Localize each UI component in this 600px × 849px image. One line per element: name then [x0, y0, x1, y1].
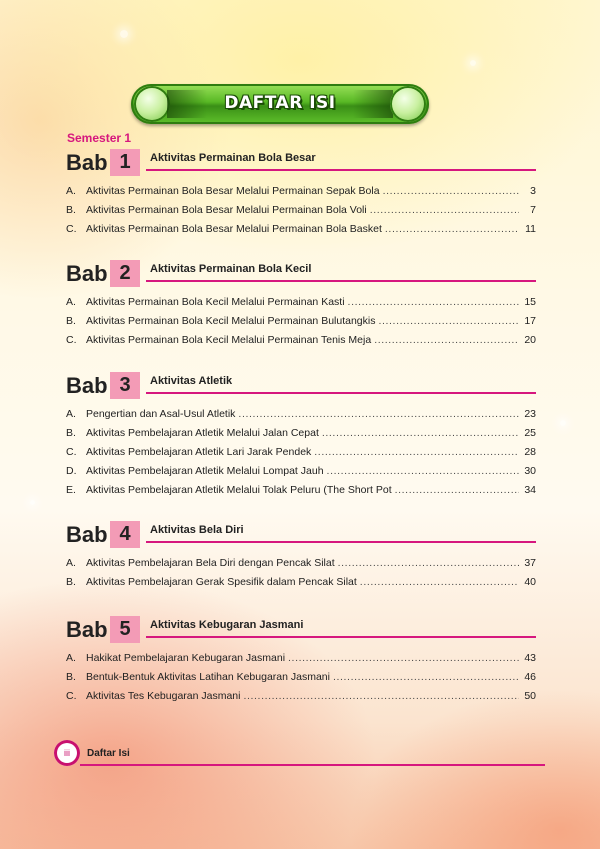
- entry-title: Aktivitas Pembelajaran Atletik Melalui Tolak Peluru (The Short Pot: [86, 484, 392, 496]
- entry-letter: C.: [66, 690, 77, 702]
- entry-title: Aktivitas Permainan Bola Kecil Melalui Permainan Tenis Meja: [86, 334, 372, 346]
- chapter-entries: [66, 554, 536, 592]
- sparkle-decoration: [30, 500, 35, 505]
- entry-title: Aktivitas Pembelajaran Bela Diri dengan Pencak Silat: [86, 557, 335, 569]
- entry-page-number: 46: [524, 671, 536, 683]
- dot-leader: [314, 443, 519, 462]
- entry-title: Pengertian dan Asal-Usul Atletik: [86, 408, 236, 420]
- sparkle-decoration: [470, 60, 476, 66]
- entry-title: Aktivitas Tes Kebugaran Jasmani: [86, 690, 241, 702]
- dot-leader: [370, 201, 519, 220]
- chapter-bab-label: Bab: [66, 617, 108, 642]
- footer-label: Daftar Isi: [87, 748, 130, 759]
- toc-entry[interactable]: [66, 687, 536, 706]
- entry-title: Hakikat Pembelajaran Kebugaran Jasmani: [86, 652, 286, 664]
- toc-entry[interactable]: [66, 462, 536, 481]
- dot-leader: [327, 462, 519, 481]
- title-banner: [131, 84, 429, 124]
- entry-page-number: 7: [530, 204, 536, 216]
- entry-letter: B.: [66, 427, 76, 439]
- page-title: DAFTAR ISI: [224, 93, 336, 113]
- toc-entry[interactable]: [66, 554, 536, 573]
- toc-entry[interactable]: [66, 424, 536, 443]
- entry-title: Aktivitas Pembelajaran Atletik Melalui Lompat Jauh: [86, 465, 324, 477]
- dot-leader: [385, 220, 519, 239]
- entry-letter: A.: [66, 557, 76, 569]
- chapter-title: Aktivitas Bela Diri: [150, 524, 244, 536]
- entry-page-number: 15: [524, 296, 536, 308]
- entry-title: Aktivitas Permainan Bola Kecil Melalui Permainan Bulutangkis: [86, 315, 376, 327]
- toc-entry[interactable]: [66, 201, 536, 220]
- chapter-section: [66, 522, 536, 592]
- entry-letter: D.: [66, 465, 77, 477]
- dot-leader: [395, 481, 519, 500]
- entry-page-number: 23: [524, 408, 536, 420]
- toc-entry[interactable]: [66, 182, 536, 201]
- entry-page-number: 34: [524, 484, 536, 496]
- page-number-badge: iii: [54, 740, 80, 766]
- sparkle-decoration: [120, 30, 128, 38]
- chapter-heading: [66, 150, 536, 180]
- dot-leader: [383, 182, 519, 201]
- entry-page-number: 17: [524, 315, 536, 327]
- chapter-number: 3: [110, 372, 140, 399]
- entry-page-number: 11: [525, 223, 536, 235]
- chapter-bab-label: Bab: [66, 261, 108, 286]
- entry-page-number: 43: [524, 652, 536, 664]
- entry-title: Aktivitas Pembelajaran Atletik Melalui Jalan Cepat: [86, 427, 319, 439]
- entry-page-number: 28: [524, 446, 536, 458]
- entry-page-number: 30: [524, 465, 536, 477]
- chapter-number: 2: [110, 260, 140, 287]
- chapter-number: 5: [110, 616, 140, 643]
- chapter-bab-label: Bab: [66, 522, 108, 547]
- toc-entry[interactable]: [66, 312, 536, 331]
- dot-leader: [322, 424, 519, 443]
- toc-entry[interactable]: [66, 331, 536, 350]
- chapter-rule: [146, 541, 536, 543]
- entry-title: Aktivitas Permainan Bola Besar Melalui Permainan Bola Basket: [86, 223, 382, 235]
- entry-title: Aktivitas Pembelajaran Atletik Lari Jarak Pendek: [86, 446, 312, 458]
- entry-letter: A.: [66, 296, 76, 308]
- toc-entry[interactable]: [66, 668, 536, 687]
- entry-letter: B.: [66, 315, 76, 327]
- chapter-heading: [66, 522, 536, 552]
- toc-entry[interactable]: [66, 293, 536, 312]
- entry-page-number: 20: [524, 334, 536, 346]
- dot-leader: [374, 331, 519, 350]
- entry-letter: B.: [66, 671, 76, 683]
- chapter-heading: [66, 617, 536, 647]
- entry-letter: C.: [66, 446, 77, 458]
- entry-title: Aktivitas Pembelajaran Gerak Spesifik dalam Pencak Silat: [86, 576, 357, 588]
- toc-entry[interactable]: [66, 649, 536, 668]
- entry-title: Aktivitas Permainan Bola Besar Melalui Permainan Bola Voli: [86, 204, 367, 216]
- entry-letter: A.: [66, 185, 76, 197]
- semester-label: Semester 1: [67, 131, 132, 145]
- chapter-number: 1: [110, 149, 140, 176]
- toc-entry[interactable]: [66, 573, 536, 592]
- entry-title: Aktivitas Permainan Bola Kecil Melalui Permainan Kasti: [86, 296, 345, 308]
- chapter-number: 4: [110, 521, 140, 548]
- toc-entry[interactable]: [66, 481, 536, 500]
- entry-letter: C.: [66, 334, 77, 346]
- entry-page-number: 50: [524, 690, 536, 702]
- chapter-bab-label: Bab: [66, 373, 108, 398]
- dot-leader: [348, 293, 519, 312]
- entry-letter: A.: [66, 408, 76, 420]
- chapter-heading: [66, 261, 536, 291]
- chapter-bab-label: Bab: [66, 150, 108, 175]
- chapter-entries: [66, 649, 536, 706]
- sparkle-decoration: [560, 420, 566, 426]
- toc-entry[interactable]: [66, 443, 536, 462]
- chapter-section: [66, 373, 536, 500]
- chapter-rule: [146, 280, 536, 282]
- toc-entry[interactable]: [66, 405, 536, 424]
- entry-letter: B.: [66, 576, 76, 588]
- chapter-rule: [146, 169, 536, 171]
- dot-leader: [243, 687, 519, 706]
- chapter-title: Aktivitas Kebugaran Jasmani: [150, 619, 304, 631]
- chapter-rule: [146, 636, 536, 638]
- entry-page-number: 3: [530, 185, 536, 197]
- entry-page-number: 25: [524, 427, 536, 439]
- dot-leader: [288, 649, 519, 668]
- chapter-heading: [66, 373, 536, 403]
- footer-rule: [80, 764, 545, 766]
- dot-leader: [238, 405, 519, 424]
- chapter-entries: [66, 293, 536, 350]
- dot-leader: [378, 312, 519, 331]
- dot-leader: [338, 554, 519, 573]
- entry-page-number: 40: [524, 576, 536, 588]
- chapter-rule: [146, 392, 536, 394]
- chapter-entries: [66, 405, 536, 500]
- entry-title: Bentuk-Bentuk Aktivitas Latihan Kebugaran Jasmani: [86, 671, 330, 683]
- entry-page-number: 37: [524, 557, 536, 569]
- dot-leader: [360, 573, 519, 592]
- chapter-section: [66, 261, 536, 350]
- chapter-title: Aktivitas Permainan Bola Kecil: [150, 263, 312, 275]
- dot-leader: [333, 668, 519, 687]
- toc-entry[interactable]: [66, 220, 536, 239]
- chapter-title: Aktivitas Atletik: [150, 375, 233, 387]
- entry-letter: C.: [66, 223, 77, 235]
- entry-letter: B.: [66, 204, 76, 216]
- chapter-title: Aktivitas Permainan Bola Besar: [150, 152, 316, 164]
- entry-letter: A.: [66, 652, 76, 664]
- chapter-entries: [66, 182, 536, 239]
- chapter-section: [66, 150, 536, 239]
- entry-title: Aktivitas Permainan Bola Besar Melalui Permainan Sepak Bola: [86, 185, 380, 197]
- chapter-section: [66, 617, 536, 706]
- entry-letter: E.: [66, 484, 76, 496]
